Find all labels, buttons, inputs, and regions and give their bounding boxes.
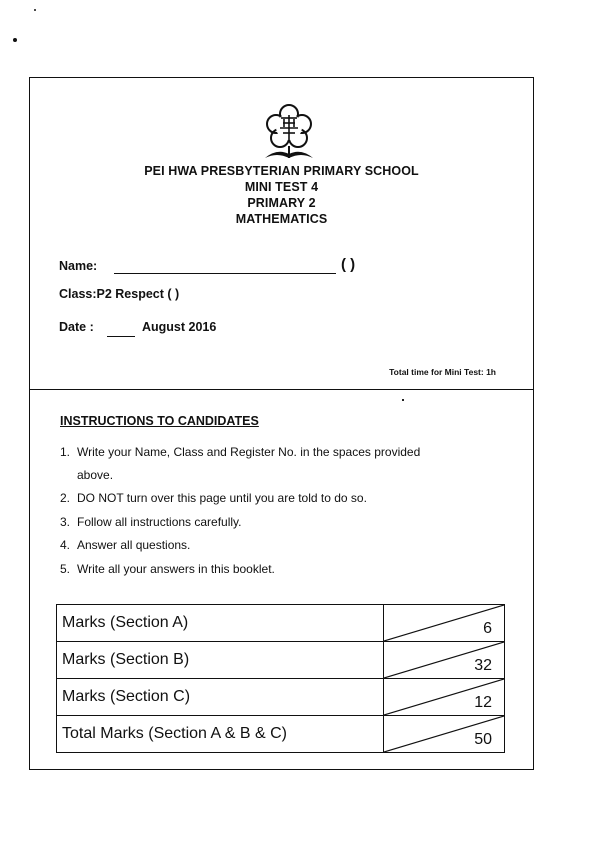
marks-max: 12: [474, 694, 492, 711]
marks-label: Total Marks (Section A & B & C): [57, 716, 384, 753]
instructions-list: [60, 441, 500, 581]
marks-label: Marks (Section A): [57, 605, 384, 642]
total-time-note: Total time for Mini Test: 1h: [389, 367, 496, 377]
marks-score-cell[interactable]: [384, 716, 505, 753]
school-crest-icon: [261, 102, 317, 162]
instruction-continuation: above.: [77, 467, 114, 482]
instruction-number: 2.: [60, 491, 71, 505]
instruction-number: 4.: [60, 538, 71, 552]
marks-score-cell[interactable]: [384, 605, 505, 642]
instruction-number: 1.: [60, 445, 71, 459]
instructions-heading: INSTRUCTIONS TO CANDIDATES: [60, 414, 259, 428]
scan-speck: [34, 9, 36, 11]
marks-max: 32: [474, 657, 492, 674]
instruction-text: Write all your answers in this booklet.: [77, 561, 275, 576]
instruction-item: [60, 441, 500, 487]
instruction-text: DO NOT turn over this page until you are told to do so.: [77, 491, 367, 505]
marks-row: [57, 679, 505, 716]
scan-speck: [13, 38, 17, 42]
instruction-item: [60, 511, 500, 535]
instruction-item: [60, 487, 500, 511]
marks-row: [57, 605, 505, 642]
marks-row: [57, 642, 505, 679]
marks-label: Marks (Section B): [57, 642, 384, 679]
school-header: [30, 163, 533, 227]
instruction-text: Follow all instructions carefully.: [77, 514, 242, 529]
header-divider: [30, 389, 533, 390]
marks-max: 6: [483, 620, 492, 637]
date-label: Date :: [59, 320, 94, 334]
name-label: Name:: [59, 259, 98, 273]
marks-label: Marks (Section C): [57, 679, 384, 716]
instruction-number: 3.: [60, 514, 71, 529]
marks-row: [57, 716, 505, 753]
cover-page: [29, 77, 534, 770]
marks-table: [56, 604, 505, 753]
instruction-number: 5.: [60, 561, 71, 576]
instruction-item: [60, 534, 500, 558]
level-title: PRIMARY 2: [247, 196, 316, 210]
subject-title: MATHEMATICS: [235, 212, 328, 226]
instruction-text: Write your Name, Class and Register No. in the spaces provided: [77, 445, 421, 459]
date-month-year: August 2016: [142, 320, 217, 334]
instruction-text: Answer all questions.: [77, 538, 191, 552]
name-field[interactable]: [114, 273, 336, 274]
instruction-item: [60, 558, 500, 582]
test-title: MINI TEST 4: [244, 180, 319, 194]
scan-speck: [402, 399, 404, 401]
marks-score-cell[interactable]: [384, 642, 505, 679]
marks-score-cell[interactable]: [384, 679, 505, 716]
marks-max: 50: [474, 731, 492, 748]
register-number-field[interactable]: ( ): [341, 256, 356, 273]
class-label: Class:P2 Respect ( ): [59, 287, 180, 301]
date-day-field[interactable]: [107, 336, 135, 337]
school-name: PEI HWA PRESBYTERIAN PRIMARY SCHOOL: [144, 164, 419, 178]
